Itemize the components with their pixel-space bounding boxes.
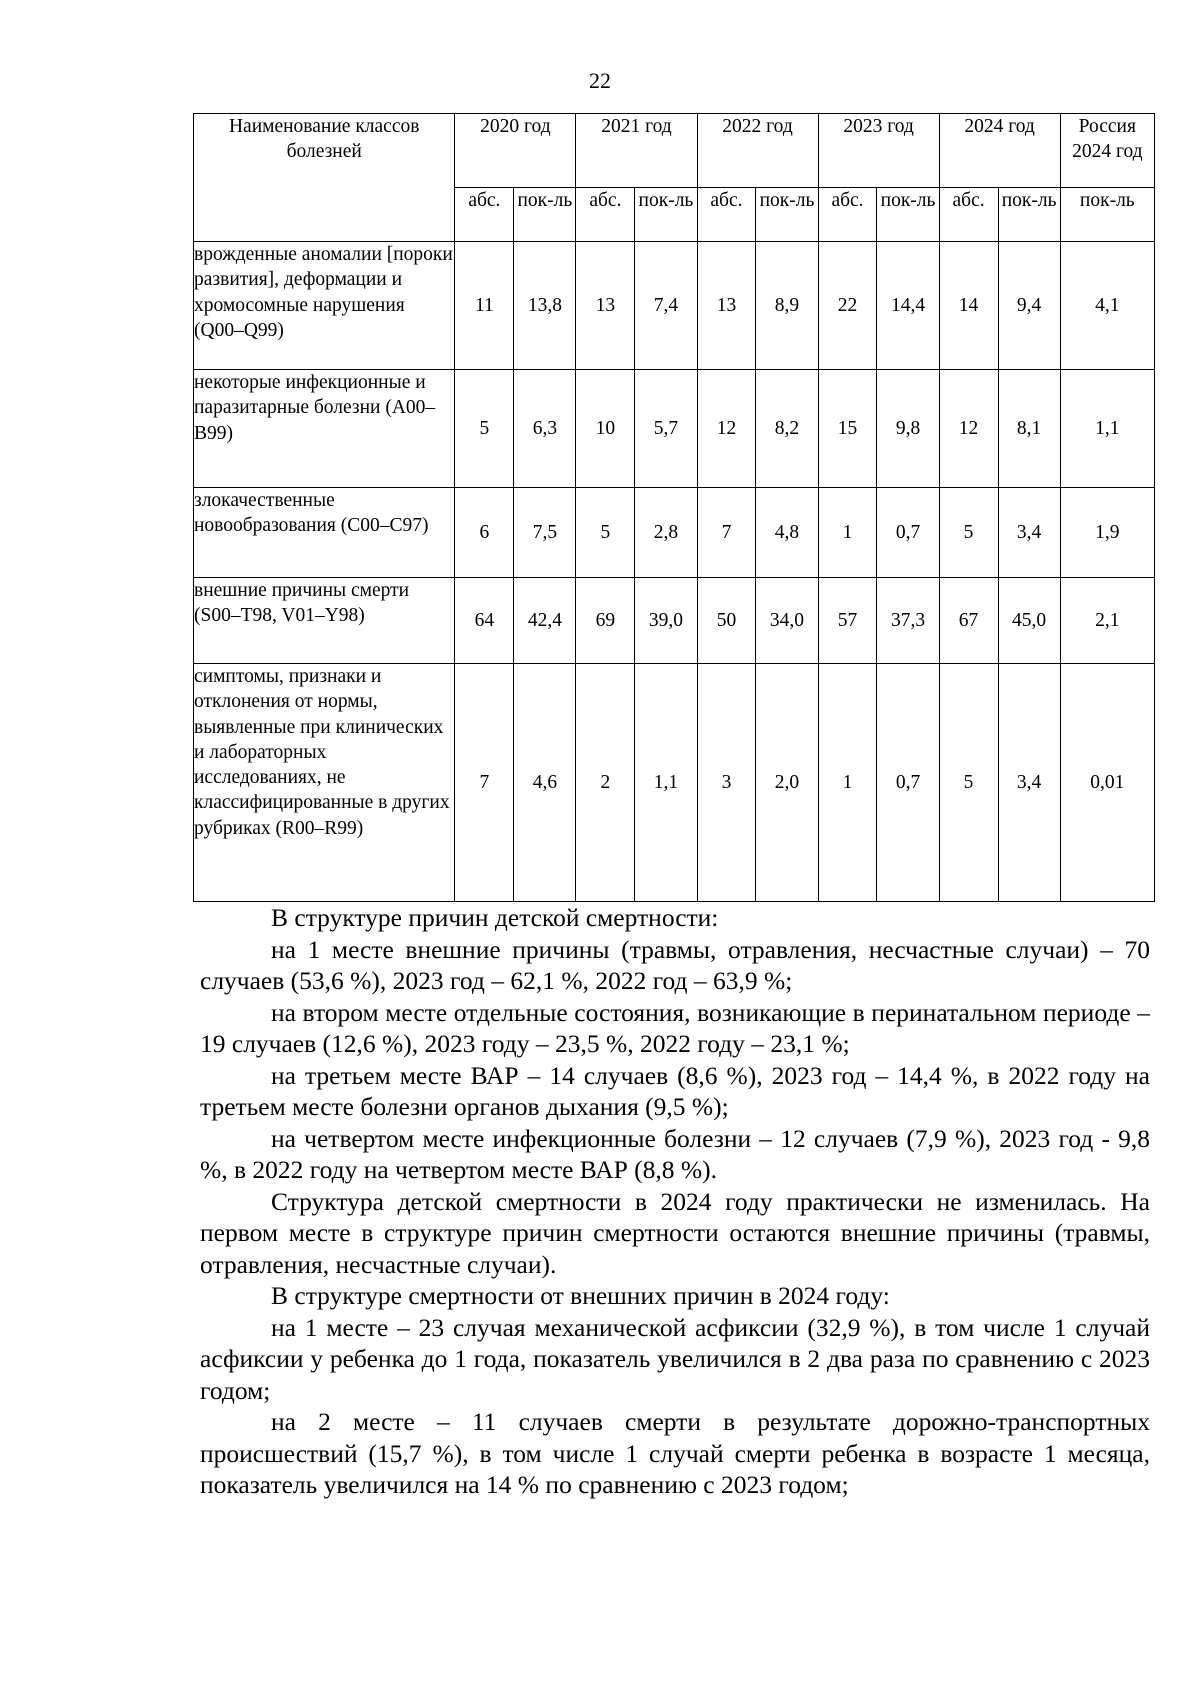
abs-value-cell: 14 [939, 242, 998, 370]
rate-value-cell: 6,3 [514, 370, 576, 488]
table-row [194, 370, 1155, 488]
header-abs: абс. [576, 188, 635, 242]
abs-value-cell: 12 [697, 370, 756, 488]
header-russia: Россия 2024 год [1060, 114, 1154, 188]
abs-value-cell: 67 [939, 578, 998, 664]
abs-value-cell: 6 [455, 488, 514, 578]
abs-value-cell: 50 [697, 578, 756, 664]
disease-class-name: симптомы, признаки и отклонения от нормы, выявленные при клинических и лабораторных исследованиях, не классифицированные в других рубриках (R00–R99) [194, 664, 455, 902]
abs-value-cell: 3 [697, 664, 756, 902]
header-pok: пок-ль [877, 188, 939, 242]
rate-value-cell: 5,7 [635, 370, 697, 488]
rate-value-cell: 37,3 [877, 578, 939, 664]
rate-value-cell: 34,0 [756, 578, 818, 664]
russia-value-cell: 1,1 [1060, 370, 1154, 488]
abs-value-cell: 64 [455, 578, 514, 664]
paragraph: Структура детской смертности в 2024 году практически не изменилась. На первом месте в структуре причин смертности остаются внешние причины (травмы, отравления, несчастные случаи). [200, 1186, 1150, 1279]
header-pok: пок-ль [635, 188, 697, 242]
russia-value-cell: 4,1 [1060, 242, 1154, 370]
rate-value-cell: 8,9 [756, 242, 818, 370]
abs-value-cell: 5 [576, 488, 635, 578]
abs-value-cell: 12 [939, 370, 998, 488]
rate-value-cell: 13,8 [514, 242, 576, 370]
header-year: 2023 год [818, 114, 939, 188]
paragraph: на 2 месте – 11 случаев смерти в результате дорожно-транспортных происшествий (15,7 %), в том числе 1 случай смерти ребенка в возрасте 1 месяца, показатель увеличился на 14 % по сравнению с 2023 годом; [200, 1407, 1150, 1499]
russia-value-cell: 2,1 [1060, 578, 1154, 664]
mortality-table [193, 113, 1155, 902]
paragraph: на третьем месте ВАР – 14 случаев (8,6 %), 2023 год – 14,4 %, в 2022 году на третьем месте болезни органов дыхания (9,5 %); [200, 1060, 1150, 1121]
header-year: 2022 год [697, 114, 818, 188]
rate-value-cell: 4,6 [514, 664, 576, 902]
rate-value-cell: 39,0 [635, 578, 697, 664]
abs-value-cell: 5 [939, 488, 998, 578]
abs-value-cell: 69 [576, 578, 635, 664]
abs-value-cell: 22 [818, 242, 877, 370]
rate-value-cell: 3,4 [998, 488, 1060, 578]
rate-value-cell: 7,5 [514, 488, 576, 578]
header-year: 2020 год [455, 114, 576, 188]
abs-value-cell: 2 [576, 664, 635, 902]
abs-value-cell: 5 [939, 664, 998, 902]
header-russia-pok: пок-ль [1060, 188, 1154, 242]
rate-value-cell: 42,4 [514, 578, 576, 664]
rate-value-cell: 9,8 [877, 370, 939, 488]
table-row [194, 578, 1155, 664]
rate-value-cell: 3,4 [998, 664, 1060, 902]
header-year: 2024 год [939, 114, 1060, 188]
rate-value-cell: 8,1 [998, 370, 1060, 488]
abs-value-cell: 15 [818, 370, 877, 488]
disease-class-name: злокачественные новообразования (C00–C97) [194, 488, 455, 578]
header-pok: пок-ль [514, 188, 576, 242]
rate-value-cell: 0,7 [877, 664, 939, 902]
abs-value-cell: 13 [576, 242, 635, 370]
paragraph: на 1 месте – 23 случая механической асфиксии (32,9 %), в том числе 1 случай асфиксии у ребенка до 1 года, показатель увеличился в 2 два раза по сравнению с 2023 годом; [200, 1312, 1150, 1405]
table-row [194, 664, 1155, 902]
abs-value-cell: 1 [818, 664, 877, 902]
abs-value-cell: 1 [818, 488, 877, 578]
header-abs: абс. [818, 188, 877, 242]
rate-value-cell: 2,0 [756, 664, 818, 902]
paragraph: на втором месте отдельные состояния, возникающие в перинатальном периоде – 19 случаев (12,6 %), 2023 году – 23,5 %, 2022 году – 23,1 %; [200, 997, 1150, 1058]
header-class-name: Наименование классов болезней [194, 114, 455, 242]
abs-value-cell: 5 [455, 370, 514, 488]
header-abs: абс. [697, 188, 756, 242]
disease-class-name: некоторые инфекционные и паразитарные болезни (A00–B99) [194, 370, 455, 488]
table-row [194, 488, 1155, 578]
rate-value-cell: 4,8 [756, 488, 818, 578]
abs-value-cell: 10 [576, 370, 635, 488]
paragraph: В структуре смертности от внешних причин в 2024 году: [271, 1281, 890, 1310]
rate-value-cell: 0,7 [877, 488, 939, 578]
rate-value-cell: 7,4 [635, 242, 697, 370]
disease-class-name: врожденные аномалии [пороки развития], деформации и хромосомные нарушения (Q00–Q99) [194, 242, 455, 370]
abs-value-cell: 7 [697, 488, 756, 578]
abs-value-cell: 7 [455, 664, 514, 902]
header-abs: абс. [939, 188, 998, 242]
russia-value-cell: 1,9 [1060, 488, 1154, 578]
header-pok: пок-ль [998, 188, 1060, 242]
disease-class-name: внешние причины смерти (S00–T98, V01–Y98) [194, 578, 455, 664]
paragraph: на четвертом месте инфекционные болезни – 12 случаев (7,9 %), 2023 год - 9,8 %, в 2022 году на четвертом месте ВАР (8,8 %). [200, 1123, 1150, 1184]
abs-value-cell: 11 [455, 242, 514, 370]
header-year: 2021 год [576, 114, 697, 188]
rate-value-cell: 8,2 [756, 370, 818, 488]
table-row [194, 242, 1155, 370]
paragraph: В структуре причин детской смертности: [271, 903, 719, 932]
russia-value-cell: 0,01 [1060, 664, 1154, 902]
rate-value-cell: 14,4 [877, 242, 939, 370]
rate-value-cell: 2,8 [635, 488, 697, 578]
rate-value-cell: 9,4 [998, 242, 1060, 370]
abs-value-cell: 57 [818, 578, 877, 664]
rate-value-cell: 45,0 [998, 578, 1060, 664]
header-pok: пок-ль [756, 188, 818, 242]
rate-value-cell: 1,1 [635, 664, 697, 902]
header-abs: абс. [455, 188, 514, 242]
body-text [200, 902, 1150, 1501]
abs-value-cell: 13 [697, 242, 756, 370]
page-number: 22 [589, 68, 611, 93]
paragraph: на 1 месте внешние причины (травмы, отравления, несчастные случаи) – 70 случаев (53,6 %), 2023 год – 62,1 %, 2022 год – 63,9 %; [200, 934, 1150, 995]
